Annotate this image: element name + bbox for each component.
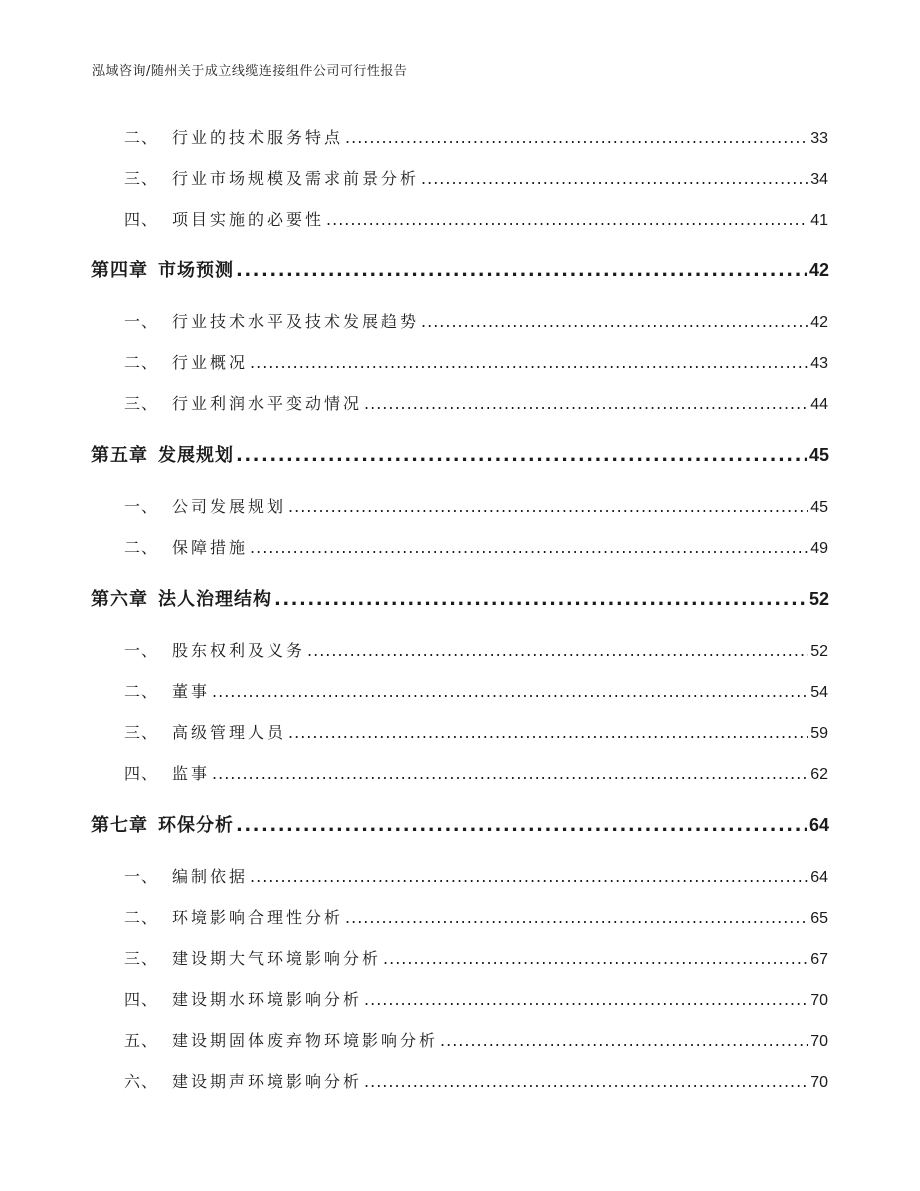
toc-entry-page: 41 xyxy=(810,212,828,229)
dot-leader xyxy=(307,641,808,660)
toc-entry-number: 二、 xyxy=(124,538,159,557)
toc-chapter-page: 45 xyxy=(808,445,829,465)
toc-chapter[interactable] xyxy=(91,256,829,282)
toc-entry-number: 三、 xyxy=(124,949,159,968)
toc-entry-title: 行业的技术服务特点 xyxy=(172,128,344,147)
toc-entry[interactable] xyxy=(124,987,828,1010)
toc-entry-page: 43 xyxy=(810,355,828,372)
dot-leader xyxy=(236,260,807,281)
toc-entry-number: 一、 xyxy=(124,867,159,886)
toc-entry[interactable] xyxy=(124,350,828,373)
toc-chapter-title: 环保分析 xyxy=(158,815,234,836)
toc-entry[interactable] xyxy=(124,864,828,887)
toc-entry-number: 二、 xyxy=(124,682,159,701)
dot-leader xyxy=(440,1031,808,1050)
toc-entry-page: 54 xyxy=(810,684,828,701)
toc-chapter-title: 市场预测 xyxy=(158,260,234,281)
toc-chapter-title: 法人治理结构 xyxy=(158,589,272,610)
dot-leader xyxy=(421,169,808,188)
toc-entry-page: 42 xyxy=(810,314,828,331)
dot-leader xyxy=(212,682,808,701)
toc-entry-page: 59 xyxy=(810,725,828,742)
toc-entry-number: 二、 xyxy=(124,128,159,147)
toc-entry-title: 公司发展规划 xyxy=(172,497,287,516)
toc-entry-number: 一、 xyxy=(124,312,159,331)
dot-leader xyxy=(250,867,808,886)
toc-entry-number: 三、 xyxy=(124,723,159,742)
dot-leader xyxy=(250,353,808,372)
toc-chapter[interactable] xyxy=(91,811,829,837)
toc-entry-page: 64 xyxy=(810,869,828,886)
toc-entry-title: 建设期固体废弃物环境影响分析 xyxy=(172,1031,439,1050)
dot-leader xyxy=(364,1072,808,1091)
toc-entry-number: 六、 xyxy=(124,1072,159,1091)
dot-leader xyxy=(274,589,807,610)
dot-leader xyxy=(236,445,807,466)
toc-chapter[interactable] xyxy=(91,441,829,467)
toc-entry-title: 行业市场规模及需求前景分析 xyxy=(172,169,420,188)
toc-entry-title: 环境影响合理性分析 xyxy=(172,908,344,927)
toc-entry-title: 建设期声环境影响分析 xyxy=(172,1072,363,1091)
toc-chapter[interactable] xyxy=(91,585,829,611)
toc-entry-title: 行业技术水平及技术发展趋势 xyxy=(172,312,420,331)
toc-entry[interactable] xyxy=(124,905,828,928)
toc-entry-page: 65 xyxy=(810,910,828,927)
dot-leader xyxy=(345,128,808,147)
toc-entry-number: 三、 xyxy=(124,169,159,188)
page-header: 泓域咨询/随州关于成立线缆连接组件公司可行性报告 xyxy=(92,64,408,79)
toc-entry[interactable] xyxy=(124,309,828,332)
toc-entry-page: 49 xyxy=(810,540,828,557)
toc-entry-title: 建设期大气环境影响分析 xyxy=(172,949,382,968)
toc-entry-title: 监事 xyxy=(172,764,211,783)
toc-entry-title: 项目实施的必要性 xyxy=(172,210,325,229)
toc-entry[interactable] xyxy=(124,946,828,969)
toc-entry[interactable] xyxy=(124,391,828,414)
toc-entry[interactable] xyxy=(124,638,828,661)
toc-entry-number: 一、 xyxy=(124,497,159,516)
toc-entry-title: 高级管理人员 xyxy=(172,723,287,742)
toc-entry-title: 建设期水环境影响分析 xyxy=(172,990,363,1009)
toc-chapter-page: 64 xyxy=(808,815,829,835)
dot-leader xyxy=(364,394,808,413)
toc-entry[interactable] xyxy=(124,166,828,189)
dot-leader xyxy=(364,990,808,1009)
toc-chapter-page: 42 xyxy=(808,260,829,280)
toc-entry[interactable] xyxy=(124,207,828,230)
toc-entry-title: 股东权利及义务 xyxy=(172,641,306,660)
toc-chapter-page: 52 xyxy=(808,589,829,609)
toc-entry-number: 二、 xyxy=(124,353,159,372)
toc-entry-number: 四、 xyxy=(124,210,159,229)
toc-entry-page: 33 xyxy=(810,130,828,147)
toc-entry[interactable] xyxy=(124,1028,828,1051)
toc-chapter-number: 第四章 xyxy=(91,260,148,281)
toc-chapter-number: 第七章 xyxy=(91,815,148,836)
toc-entry-title: 行业概况 xyxy=(172,353,249,372)
toc-entry-title: 董事 xyxy=(172,682,211,701)
toc-entry-page: 70 xyxy=(810,1033,828,1050)
toc-entry[interactable] xyxy=(124,494,828,517)
dot-leader xyxy=(250,538,808,557)
toc-entry-title: 保障措施 xyxy=(172,538,249,557)
dot-leader xyxy=(326,210,808,229)
toc-entry-number: 四、 xyxy=(124,990,159,1009)
dot-leader xyxy=(212,764,808,783)
toc-entry[interactable] xyxy=(124,535,828,558)
toc-entry-number: 五、 xyxy=(124,1031,159,1050)
toc-entry-page: 62 xyxy=(810,766,828,783)
toc-entry-page: 34 xyxy=(810,171,828,188)
toc-entry[interactable] xyxy=(124,720,828,743)
toc-entry-page: 52 xyxy=(810,643,828,660)
toc-entry-title: 行业利润水平变动情况 xyxy=(172,394,363,413)
toc-entry-number: 四、 xyxy=(124,764,159,783)
toc-chapter-number: 第五章 xyxy=(91,445,148,466)
toc-entry-page: 44 xyxy=(810,396,828,413)
dot-leader xyxy=(288,497,808,516)
toc-entry-number: 二、 xyxy=(124,908,159,927)
toc-entry-number: 一、 xyxy=(124,641,159,660)
toc-entry-page: 70 xyxy=(810,1074,828,1091)
dot-leader xyxy=(288,723,808,742)
toc-entry-page: 70 xyxy=(810,992,828,1009)
toc-entry[interactable] xyxy=(124,1069,828,1092)
toc-chapter-number: 第六章 xyxy=(91,589,148,610)
toc-entry-title: 编制依据 xyxy=(172,867,249,886)
toc-entry-page: 67 xyxy=(810,951,828,968)
toc-entry[interactable] xyxy=(124,679,828,702)
toc-entry-page: 45 xyxy=(810,499,828,516)
dot-leader xyxy=(345,908,808,927)
toc-entry[interactable] xyxy=(124,761,828,784)
dot-leader xyxy=(421,312,808,331)
toc-entry[interactable] xyxy=(124,125,828,148)
dot-leader xyxy=(383,949,808,968)
toc-chapter-title: 发展规划 xyxy=(158,445,234,466)
toc-entry-number: 三、 xyxy=(124,394,159,413)
dot-leader xyxy=(236,815,807,836)
